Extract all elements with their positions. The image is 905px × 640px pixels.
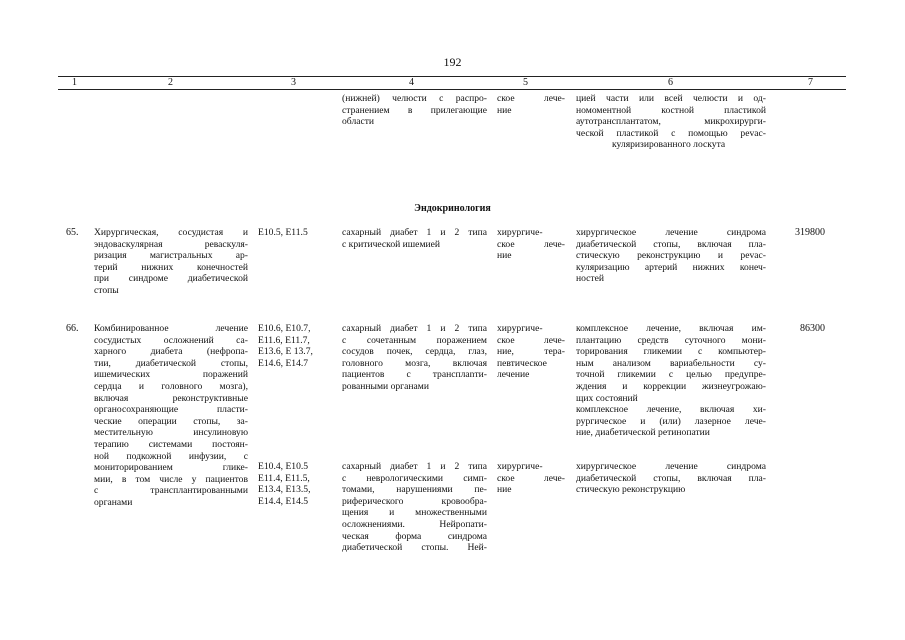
text-line: номоментной костной пластикой bbox=[576, 104, 766, 116]
text-line: рованными органами bbox=[342, 380, 429, 392]
row-66-col2 bbox=[94, 323, 248, 509]
text-line: E10.5, E11.5 bbox=[258, 227, 308, 238]
text-line: тии, диабетической стопы, bbox=[94, 357, 248, 369]
text-line: диабетической стопы. Ней- bbox=[342, 542, 487, 554]
section-title: Эндокринология bbox=[414, 203, 491, 214]
text-line: терий нижних конечностей bbox=[94, 261, 248, 273]
text-line: хирургическое лечение синдрома bbox=[576, 461, 766, 472]
text-line: ческие операции стопы, за- bbox=[94, 415, 248, 427]
text-line: ние bbox=[497, 104, 512, 116]
text-line: включая реконструктивные bbox=[94, 392, 248, 404]
text-line: ние, тера- bbox=[497, 346, 565, 358]
text-line: органами bbox=[94, 496, 133, 508]
text-line: хирургическое лечение синдрома bbox=[576, 227, 766, 238]
text-line: ние, диабетической ретинопатии bbox=[576, 427, 710, 439]
text-line: (нижней) челюсти с распро- bbox=[342, 93, 487, 104]
row-66-col4-b bbox=[342, 461, 487, 554]
text-line: Комбинированное лечение bbox=[94, 323, 248, 334]
text-line: сердца и головного мозга), bbox=[94, 380, 248, 392]
row-66-col6-a bbox=[576, 323, 766, 439]
text-line: ишемических поражений bbox=[94, 369, 248, 381]
text-line: ризация магистральных ар- bbox=[94, 250, 248, 262]
text-line: ние bbox=[497, 250, 512, 262]
text-line: E13.4, E13.5, bbox=[258, 484, 311, 496]
text-line: ское лече- bbox=[497, 238, 565, 250]
row-66-col4-a bbox=[342, 323, 487, 393]
text-line: органосохраняющие пласти- bbox=[94, 404, 248, 416]
text-line: цией части или всей челюсти и од- bbox=[576, 93, 766, 104]
text-line: сосудов почек, сердца, глаз, bbox=[342, 346, 487, 358]
text-line: ние bbox=[497, 484, 512, 496]
row-65-col2 bbox=[94, 227, 248, 297]
text-line: точной гликемии с целью предупре- bbox=[576, 369, 766, 381]
text-line: стопы bbox=[94, 284, 119, 296]
text-line: сахарный диабет 1 и 2 типа bbox=[342, 323, 487, 334]
text-line: E14.6, E14.7 bbox=[258, 357, 309, 369]
text-line: риферического кровообра- bbox=[342, 495, 487, 507]
text-line: харного диабета (нефропа- bbox=[94, 346, 248, 358]
text-line: E14.4, E14.5 bbox=[258, 495, 309, 507]
text-line: при синдроме диабетической bbox=[94, 273, 248, 285]
text-line: области bbox=[342, 116, 375, 128]
row-65-price: 319800 bbox=[795, 227, 825, 238]
text-line: комплексное лечение, включая хи- bbox=[576, 404, 766, 416]
text-line: мии, в том числе у пациентов bbox=[94, 473, 248, 485]
text-line: сахарный диабет 1 и 2 типа bbox=[342, 461, 487, 472]
continuation-col4 bbox=[342, 93, 487, 128]
text-line: ческой пластикой с помощью реvас- bbox=[576, 127, 766, 139]
text-line: хирургиче- bbox=[497, 227, 543, 238]
text-line: сосудистых осложнений са- bbox=[94, 334, 248, 346]
row-65-col3 bbox=[258, 227, 336, 239]
text-line: куляризацию артерий нижних конеч- bbox=[576, 261, 766, 273]
text-line: осложнениями. Нейропати- bbox=[342, 518, 487, 530]
text-line: ское лече- bbox=[497, 93, 565, 104]
header-col-7: 7 bbox=[808, 77, 813, 88]
row-66-col5-a bbox=[497, 323, 565, 381]
text-line: аутотрансплантатом, микрохирурги- bbox=[576, 116, 766, 128]
row-66-col6-b bbox=[576, 461, 766, 496]
text-line: диабетической стопы, включая пла- bbox=[576, 238, 766, 250]
text-line: стическую реконструкцию bbox=[576, 484, 686, 496]
text-line: с сочетанным поражением bbox=[342, 334, 487, 346]
text-line: торирования гликемии с компьютер- bbox=[576, 346, 766, 358]
text-line: стическую реконструкцию и реvас- bbox=[576, 250, 766, 262]
row-66-col3-b bbox=[258, 461, 336, 507]
header-col-3: 3 bbox=[291, 77, 296, 88]
continuation-col6 bbox=[576, 93, 766, 151]
text-line: ское лече- bbox=[497, 472, 565, 484]
row-66-price: 86300 bbox=[800, 323, 825, 334]
header-col-2: 2 bbox=[168, 77, 173, 88]
text-line: E10.6, E10.7, bbox=[258, 323, 311, 334]
table-header bbox=[58, 76, 846, 90]
text-line: E11.6, E11.7, bbox=[258, 334, 310, 346]
text-line: хирургиче- bbox=[497, 323, 543, 334]
text-line: плантацию средств суточного мони- bbox=[576, 334, 766, 346]
text-line: мониторированием глике- bbox=[94, 462, 248, 474]
row-65-col6 bbox=[576, 227, 766, 285]
text-line: с трансплантированными bbox=[94, 485, 248, 497]
text-line: сахарный диабет 1 и 2 типа bbox=[342, 227, 487, 238]
header-col-4: 4 bbox=[409, 77, 414, 88]
continuation-col5 bbox=[497, 93, 565, 116]
text-line: E11.4, E11.5, bbox=[258, 472, 310, 484]
text-line: диабетической стопы, включая пла- bbox=[576, 472, 766, 484]
text-line: томами, нарушениями пе- bbox=[342, 484, 487, 496]
text-line: эндоваскулярная реваскуля- bbox=[94, 238, 248, 250]
text-line: с критической ишемией bbox=[342, 238, 441, 250]
page-number: 192 bbox=[443, 55, 462, 69]
row-66-col3-a bbox=[258, 323, 336, 369]
text-line: пациентов с трансплanти- bbox=[342, 369, 487, 381]
header-col-6: 6 bbox=[668, 77, 673, 88]
row-number: 65. bbox=[66, 227, 79, 238]
text-line: лечение bbox=[497, 369, 530, 381]
text-line: щих состояний bbox=[576, 392, 638, 404]
text-line: ческая форма синдрома bbox=[342, 530, 487, 542]
text-line: ское лече- bbox=[497, 334, 565, 346]
row-65-col4 bbox=[342, 227, 487, 250]
text-line: местительную инсулиновую bbox=[94, 427, 248, 439]
text-line: ным анализом вариабельности су- bbox=[576, 357, 766, 369]
text-line: щения и множественными bbox=[342, 507, 487, 519]
text-line: E13.6, E 13.7, bbox=[258, 346, 313, 358]
text-line: ждения и коррекции жизнеугрожаю- bbox=[576, 380, 766, 392]
text-line: E10.4, E10.5 bbox=[258, 461, 309, 472]
header-col-5: 5 bbox=[523, 77, 528, 88]
row-65-col5 bbox=[497, 227, 565, 262]
text-line: с неврологическими симп- bbox=[342, 472, 487, 484]
row-number: 66. bbox=[66, 323, 79, 334]
text-line: Хирургическая, сосудистая и bbox=[94, 227, 248, 238]
text-line: странением в прилегающие bbox=[342, 104, 487, 116]
text-line: певтическое bbox=[497, 357, 547, 369]
text-line: ностей bbox=[576, 273, 605, 285]
text-line: куляризированного лоскута bbox=[612, 139, 726, 151]
text-line: ной подкожной инфузии, с bbox=[94, 450, 248, 462]
text-line: комплексное лечение, включая им- bbox=[576, 323, 766, 334]
text-line: головного мозга, включая bbox=[342, 357, 487, 369]
row-66-col5-b bbox=[497, 461, 565, 496]
text-line: рургическое и (или) лазерное лече- bbox=[576, 415, 766, 427]
text-line: терапию системами постоян- bbox=[94, 438, 248, 450]
header-col-1: 1 bbox=[72, 77, 77, 88]
text-line: хирургиче- bbox=[497, 461, 543, 472]
